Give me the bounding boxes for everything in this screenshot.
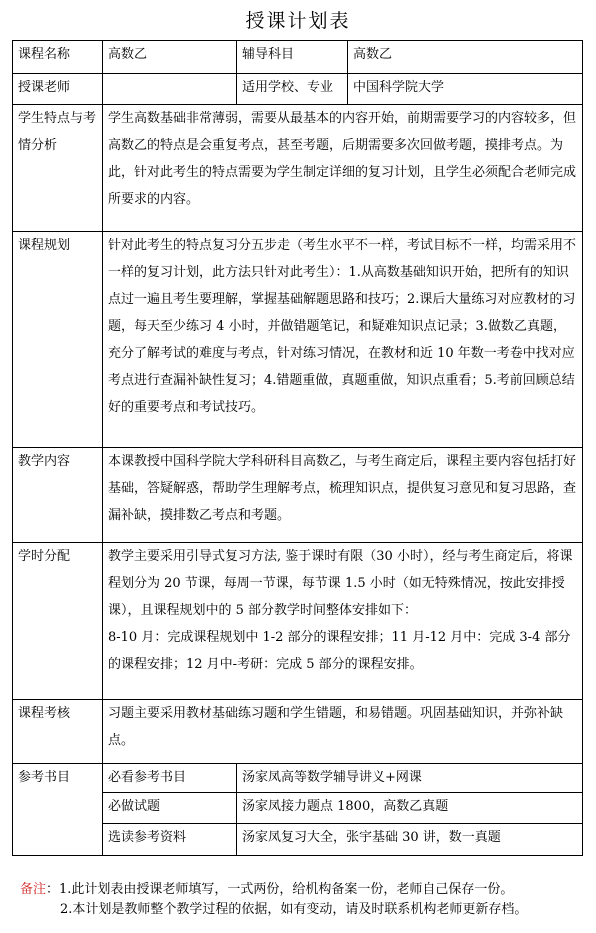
teacher-label: 授课老师 <box>13 74 103 105</box>
reference-key: 必做试题 <box>103 793 237 824</box>
document-title: 授课计划表 <box>245 10 351 32</box>
row-planning <box>13 232 583 448</box>
remark-text-1: ：1.此计划表由授课老师填写，一式两份，给机构备案一份，老师自己保存一份。 <box>46 882 514 897</box>
assessment-label: 课程考核 <box>13 700 103 764</box>
school-value: 中国科学院大学 <box>348 74 583 105</box>
row-content <box>13 448 583 543</box>
reference-key: 选读参考资料 <box>103 824 237 856</box>
row-time <box>13 543 583 700</box>
course-name-value: 高数乙 <box>103 41 237 74</box>
teacher-value <box>103 74 237 105</box>
row-reference-1 <box>13 764 583 793</box>
reference-value: 汤家凤高等数学辅导讲义+网课 <box>237 764 583 793</box>
course-plan-table <box>12 40 583 856</box>
remarks <box>20 880 590 920</box>
course-name-label: 课程名称 <box>13 41 103 74</box>
time-text-schedule: 8-10 月：完成课程规划中 1-2 部分的课程安排；11 月-12 月中：完成 3-4 部分的课程安排；12 月中-考研：完成 5 部分的课程安排。 <box>108 630 571 672</box>
analysis-text: 学生高数基础非常薄弱，需要从最基本的内容开始，前期需要学习的内容较多，但高数乙的特点是会重复考点，甚至考题，后期需要多次回做考题，摸排考点。为此，针对此考生的特点需要为学生制定详细的复习计划，且学生必须配合老师完成所要求的内容。 <box>103 105 583 232</box>
row-assessment <box>13 700 583 764</box>
assessment-text: 习题主要采用教材基础练习题和学生错题，和易错题。巩固基础知识，并弥补缺点。 <box>103 700 583 764</box>
content-label: 教学内容 <box>13 448 103 543</box>
references-label: 参考书目 <box>13 764 103 856</box>
remark-line-2: 2.本计划是教师整个教学过程的依据，如有变动，请及时联系机构老师更新存档。 <box>60 902 528 917</box>
planning-label: 课程规划 <box>13 232 103 448</box>
row-analysis <box>13 105 583 232</box>
school-label: 适用学校、专业 <box>237 74 348 105</box>
content-text: 本课教授中国科学院大学科研科目高数乙，与考生商定后，课程主要内容包括打好基础，答疑解惑，帮助学生理解考点，梳理知识点，提供复习意见和复习思路，查漏补缺，摸排数乙考点和考题。 <box>103 448 583 543</box>
row-teacher <box>13 74 583 105</box>
subject-value: 高数乙 <box>348 41 583 74</box>
subject-label: 辅导科目 <box>237 41 348 74</box>
reference-value: 汤家凤复习大全，张宇基础 30 讲，数一真题 <box>237 824 583 856</box>
time-cell <box>103 543 583 700</box>
time-text-main: 教学主要采用引导式复习方法, 鉴于课时有限（30 小时），经与考生商定后，将课程划分为 20 节课，每周一节课，每节课 1.5 小时（如无特殊情况，按此安排授课），且课程规划中的 5 部分教学时间整体安排如下： <box>108 549 573 618</box>
row-course <box>13 41 583 74</box>
planning-text: 针对此考生的特点复习分五步走（考生水平不一样，考试目标不一样，均需采用不一样的复习计划，此方法只针对此考生）：1.从高数基础知识开始，把所有的知识点过一遍且考生要理解，掌握基础解题思路和技巧；2.课后大量练习对应教材的习题，每天至少练习 4 小时，并做错题笔记，和疑难知识点记录；3.做数乙真题，充分了解考试的难度与考点，针对练习情况，在教材和近 10 年数一考卷中找对应考点进行查漏补缺性复习；4.错题重做，真题重做，知识点重看；5.考前回顾总结好的重要考点和考试技巧。 <box>103 232 583 448</box>
reference-key: 必看参考书目 <box>103 764 237 793</box>
reference-value: 汤家凤接力题点 1800，高数乙真题 <box>237 793 583 824</box>
remark-line-1 <box>20 880 590 900</box>
remark-key: 备注 <box>20 882 47 897</box>
time-label: 学时分配 <box>13 543 103 700</box>
analysis-label: 学生特点与考情分析 <box>13 105 103 232</box>
